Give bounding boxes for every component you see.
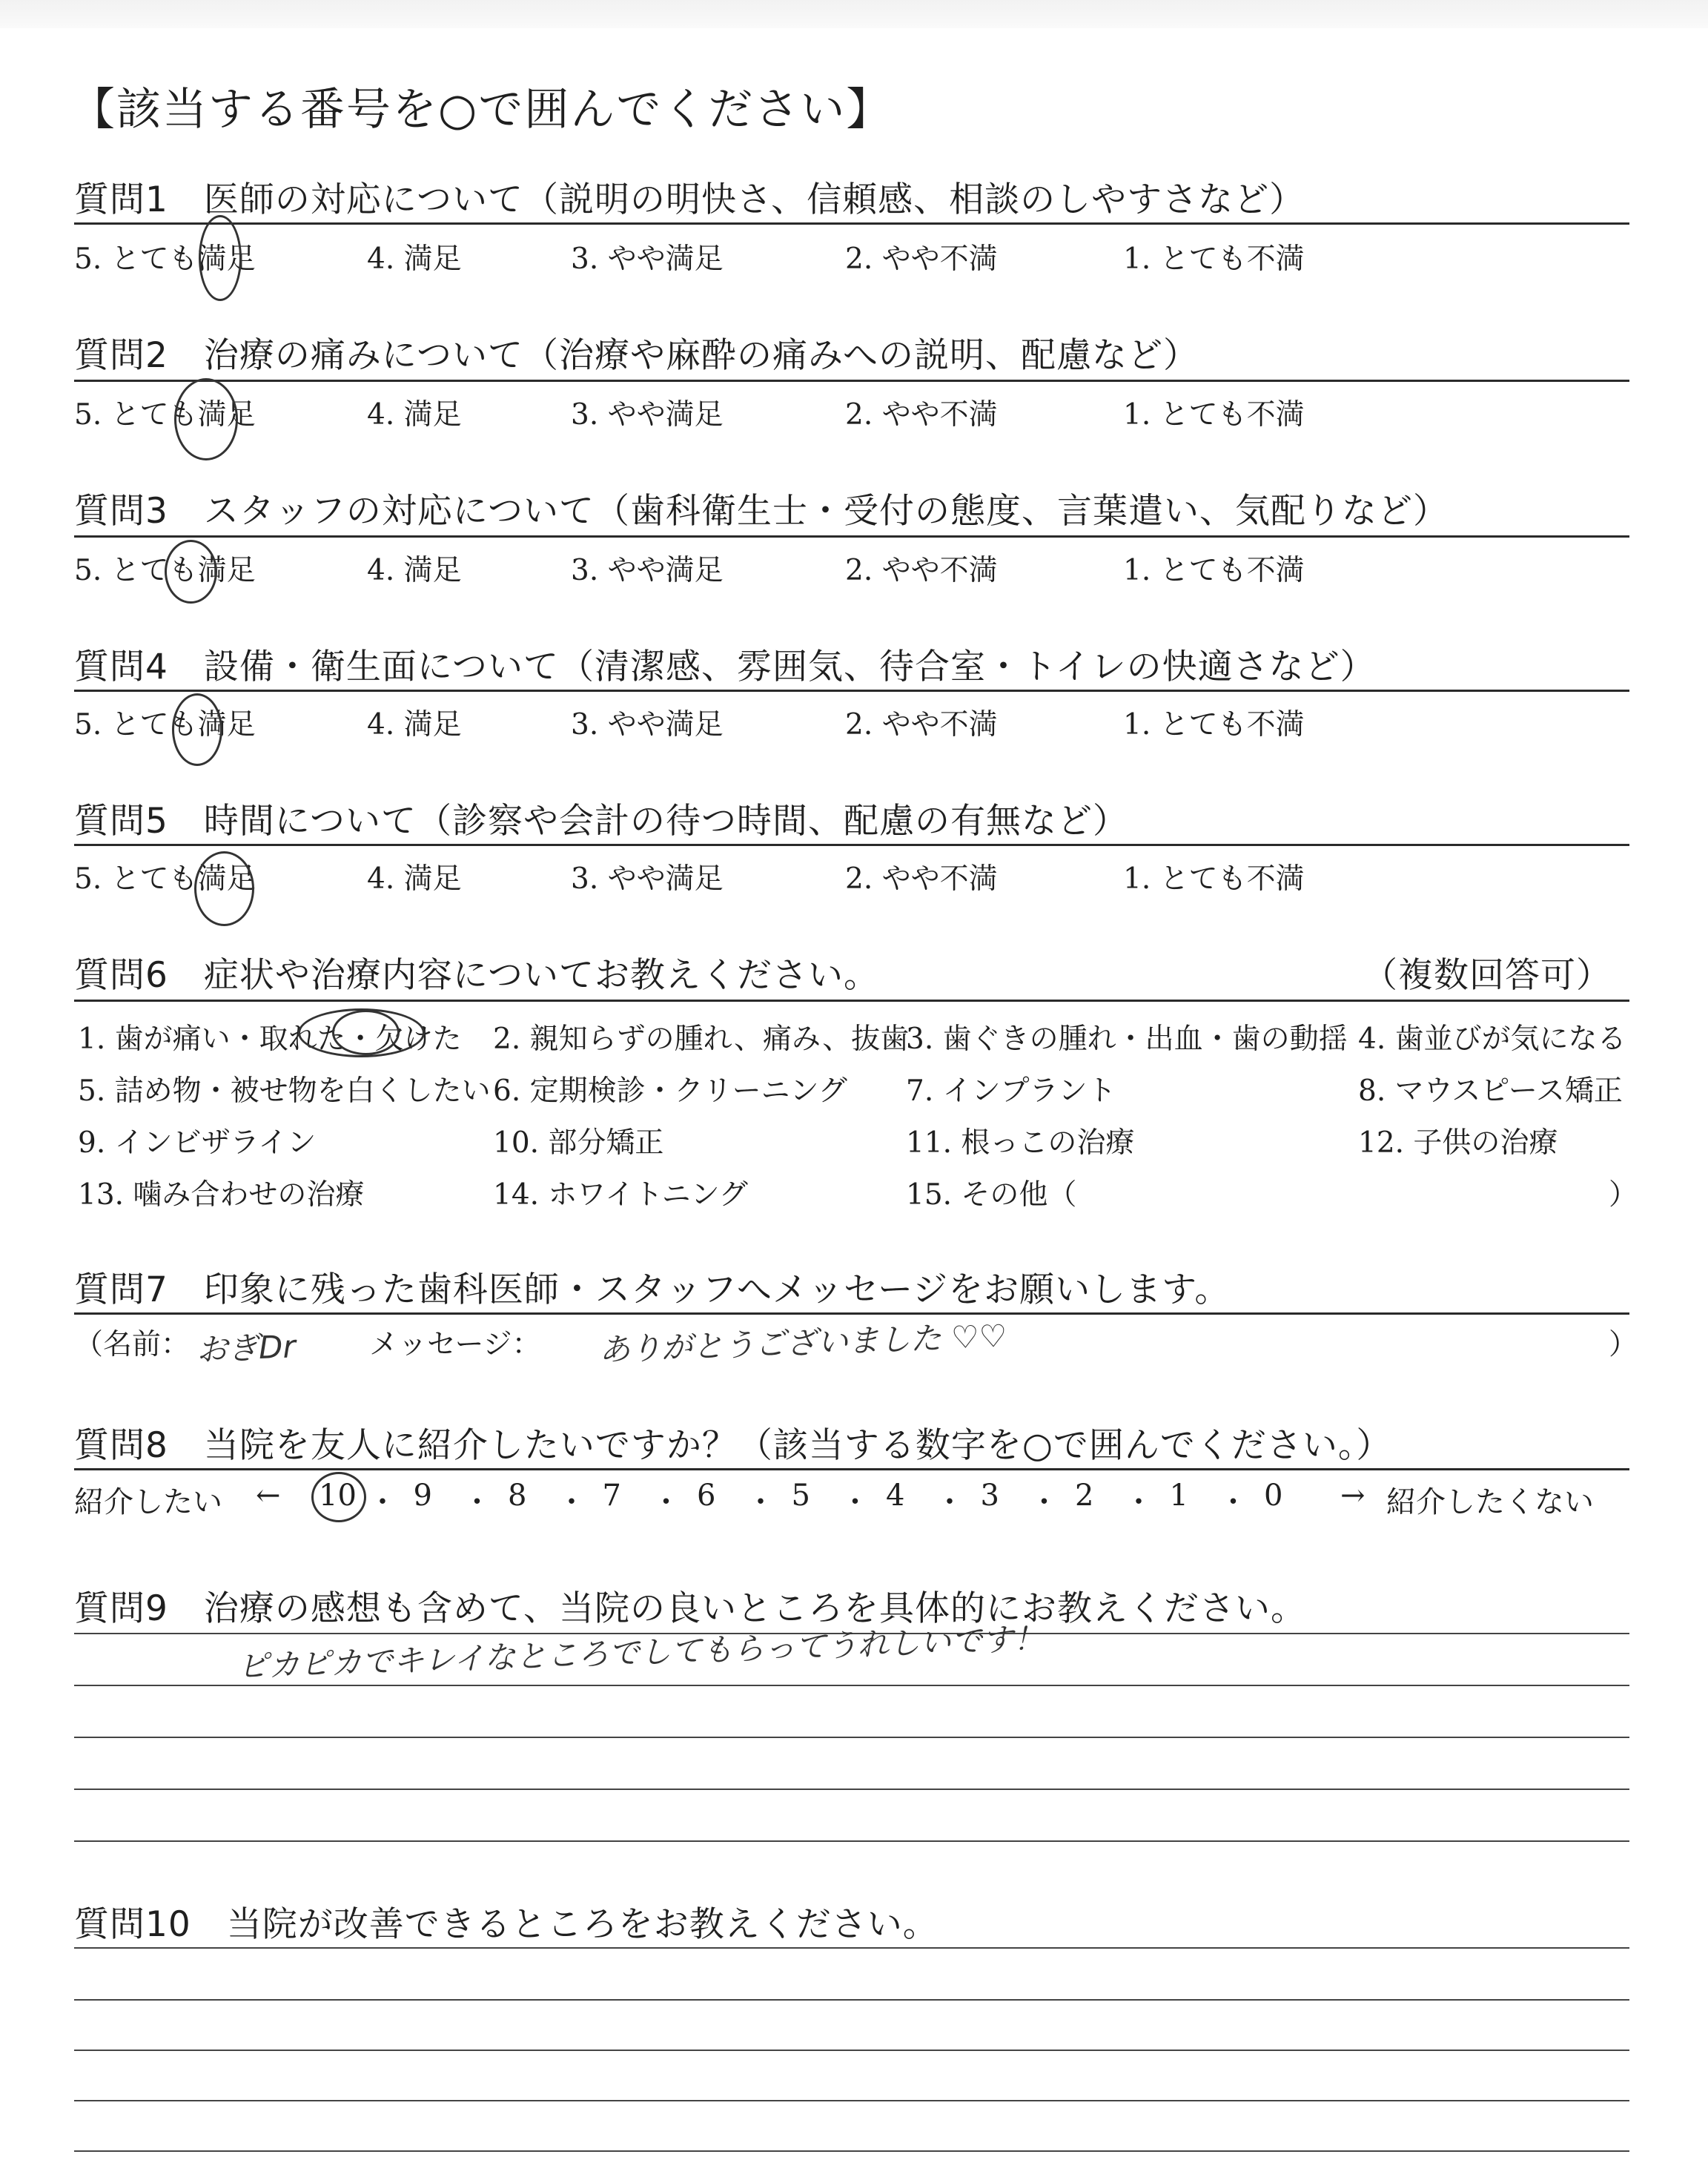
q1-option-1[interactable]: 1. とても不満 <box>1123 242 1305 276</box>
q3-title: 質問3 スタッフの対応について（歯科衛生士・受付の態度、言葉遣い、気配りなど） <box>74 491 1449 532</box>
q4-option-4[interactable]: 4. 満足 <box>367 708 462 742</box>
q8-separator-dot: ・ <box>935 1485 964 1519</box>
q3-option-3[interactable]: 3. やや満足 <box>571 554 724 587</box>
q3-option-5[interactable]: 5. とても満足 <box>74 554 256 587</box>
q9-answer-handwritten[interactable]: ピカピカでキレイなところでしてもらってうれしいです！ <box>236 1620 1045 1685</box>
q2-option-5[interactable]: 5. とても満足 <box>74 398 256 432</box>
q9-line-5 <box>74 1840 1629 1842</box>
q8-score-3[interactable]: 3 <box>980 1479 999 1513</box>
q5-option-3[interactable]: 3. やや満足 <box>571 862 724 896</box>
q7-close-paren: ） <box>1609 1328 1638 1361</box>
q8-separator-dot: ・ <box>651 1485 681 1519</box>
q6-item-10[interactable]: 10. 部分矯正 <box>493 1126 664 1160</box>
q7-message-handwritten[interactable]: ありがとうございました ♡♡ <box>598 1317 1008 1368</box>
q5-rule <box>74 844 1629 846</box>
q6-note: （複数回答可） <box>1363 955 1612 996</box>
q8-score-2[interactable]: 2 <box>1075 1479 1094 1513</box>
q3-option-1[interactable]: 1. とても不満 <box>1123 554 1305 587</box>
q8-score-10[interactable]: 10 <box>319 1479 357 1513</box>
q7-name-label: （名前： <box>74 1328 191 1361</box>
q8-handwritten-circle <box>311 1472 366 1522</box>
q8-separator-dot: ・ <box>557 1485 586 1519</box>
q8-scale-left-label: 紹介したい <box>74 1485 222 1519</box>
q9-line-4 <box>74 1789 1629 1790</box>
q8-separator-dot: ・ <box>840 1485 870 1519</box>
q6-item-12[interactable]: 12. 子供の治療 <box>1358 1126 1558 1160</box>
q6-item-1[interactable]: 1. 歯が痛い・取れた・欠けた <box>78 1023 462 1056</box>
q8-rule <box>74 1468 1629 1470</box>
q7-message-label: メッセージ： <box>369 1328 541 1361</box>
q6-item-6[interactable]: 6. 定期検診・クリーニング <box>493 1074 847 1108</box>
q4-option-5[interactable]: 5. とても満足 <box>74 708 256 742</box>
q8-score-1[interactable]: 1 <box>1169 1479 1188 1513</box>
q8-score-8[interactable]: 8 <box>508 1479 527 1513</box>
q8-separator-dot: ・ <box>1029 1485 1059 1519</box>
q1-rule <box>74 222 1629 225</box>
q8-score-4[interactable]: 4 <box>886 1479 905 1513</box>
q4-rule <box>74 690 1629 692</box>
q8-title: 質問8 当院を友人に紹介したいですか？（該当する数字を○で囲んでください。） <box>74 1425 1392 1466</box>
q2-option-1[interactable]: 1. とても不満 <box>1123 398 1305 432</box>
q8-score-0[interactable]: 0 <box>1264 1479 1283 1513</box>
q10-line-3 <box>74 2050 1629 2051</box>
q8-score-5[interactable]: 5 <box>791 1479 810 1513</box>
q3-rule <box>74 535 1629 538</box>
q2-handwritten-circle <box>174 378 238 460</box>
q9-title: 質問9 治療の感想も含めて、当院の良いところを具体的にお教えください。 <box>74 1588 1306 1629</box>
q5-option-4[interactable]: 4. 満足 <box>367 862 462 896</box>
q7-name-handwritten[interactable]: おぎDr <box>196 1328 297 1368</box>
q8-score-7[interactable]: 7 <box>602 1479 621 1513</box>
q6-item-2[interactable]: 2. 親知らずの腫れ、痛み、抜歯 <box>493 1023 910 1056</box>
q9-line-2 <box>74 1685 1629 1686</box>
q8-right-arrow: → <box>1340 1479 1366 1513</box>
q4-handwritten-circle <box>172 693 222 766</box>
q6-item-11[interactable]: 11. 根っこの治療 <box>906 1126 1135 1160</box>
q6-title: 質問6 症状や治療内容についてお教えください。 <box>74 955 879 996</box>
q8-separator-dot: ・ <box>462 1485 492 1519</box>
q2-option-2[interactable]: 2. やや不満 <box>845 398 998 432</box>
q7-title: 質問7 印象に残った歯科医師・スタッフへメッセージをお願いします。 <box>74 1269 1231 1310</box>
q3-option-2[interactable]: 2. やや不満 <box>845 554 998 587</box>
q5-option-2[interactable]: 2. やや不満 <box>845 862 998 896</box>
q8-separator-dot: ・ <box>368 1485 397 1519</box>
q1-option-5[interactable]: 5. とても満足 <box>74 242 256 276</box>
q6-item-13[interactable]: 13. 噛み合わせの治療 <box>78 1178 365 1212</box>
q1-title: 質問1 医師の対応について（説明の明快さ、信頼感、相談のしやすさなど） <box>74 179 1305 220</box>
q8-separator-dot: ・ <box>1124 1485 1153 1519</box>
q8-separator-dot: ・ <box>746 1485 775 1519</box>
q6-item-3[interactable]: 3. 歯ぐきの腫れ・出血・歯の動揺 <box>906 1023 1348 1056</box>
q6-item-4[interactable]: 4. 歯並びが気になる <box>1358 1023 1626 1056</box>
q2-option-4[interactable]: 4. 満足 <box>367 398 462 432</box>
q1-option-2[interactable]: 2. やや不満 <box>845 242 998 276</box>
q3-option-4[interactable]: 4. 満足 <box>367 554 462 587</box>
q10-line-2 <box>74 1999 1629 2001</box>
q8-scale-right-label: 紹介したくない <box>1386 1485 1594 1519</box>
q1-handwritten-circle <box>199 215 242 301</box>
q2-option-3[interactable]: 3. やや満足 <box>571 398 724 432</box>
q10-line-1 <box>74 1947 1629 1949</box>
q2-title: 質問2 治療の痛みについて（治療や麻酔の痛みへの説明、配慮など） <box>74 335 1199 376</box>
q6-item-14[interactable]: 14. ホワイトニング <box>493 1178 748 1212</box>
instruction-heading: 【該当する番号を○で囲んでください】 <box>70 84 893 136</box>
q6-handwritten-circle-b <box>332 1010 400 1055</box>
q4-option-1[interactable]: 1. とても不満 <box>1123 708 1305 742</box>
q1-option-4[interactable]: 4. 満足 <box>367 242 462 276</box>
q5-option-1[interactable]: 1. とても不満 <box>1123 862 1305 896</box>
q9-line-3 <box>74 1737 1629 1738</box>
q4-option-2[interactable]: 2. やや不満 <box>845 708 998 742</box>
q6-item-7[interactable]: 7. インプラント <box>906 1074 1116 1108</box>
q4-title: 質問4 設備・衛生面について（清潔感、雰囲気、待合室・トイレの快適さなど） <box>74 647 1376 687</box>
q5-title: 質問5 時間について（診察や会計の待つ時間、配慮の有無など） <box>74 801 1128 842</box>
q8-score-6[interactable]: 6 <box>697 1479 716 1513</box>
q3-handwritten-circle <box>165 540 217 604</box>
q8-left-arrow: ← <box>256 1479 281 1513</box>
q10-line-4 <box>74 2100 1629 2101</box>
scan-top-edge <box>0 0 1708 28</box>
q2-rule <box>74 380 1629 382</box>
q6-item-15[interactable]: 15. その他（ <box>906 1178 1077 1212</box>
q6-rule <box>74 1000 1629 1002</box>
q6-item-5[interactable]: 5. 詰め物・被せ物を白くしたい <box>78 1074 491 1108</box>
q6-item-8[interactable]: 8. マウスピース矯正 <box>1358 1074 1623 1108</box>
q8-separator-dot: ・ <box>1218 1485 1248 1519</box>
q5-option-5[interactable]: 5. とても満足 <box>74 862 256 896</box>
q6-other-close-paren: ） <box>1609 1178 1638 1212</box>
q7-rule <box>74 1312 1629 1315</box>
q6-item-9[interactable]: 9. インビザライン <box>78 1126 317 1160</box>
q4-option-3[interactable]: 3. やや満足 <box>571 708 724 742</box>
q5-handwritten-circle <box>194 851 254 926</box>
q10-title: 質問10 当院が改善できるところをお教えください。 <box>74 1904 939 1945</box>
q1-option-3[interactable]: 3. やや満足 <box>571 242 724 276</box>
q10-line-5 <box>74 2150 1629 2152</box>
q8-score-9[interactable]: 9 <box>413 1479 432 1513</box>
